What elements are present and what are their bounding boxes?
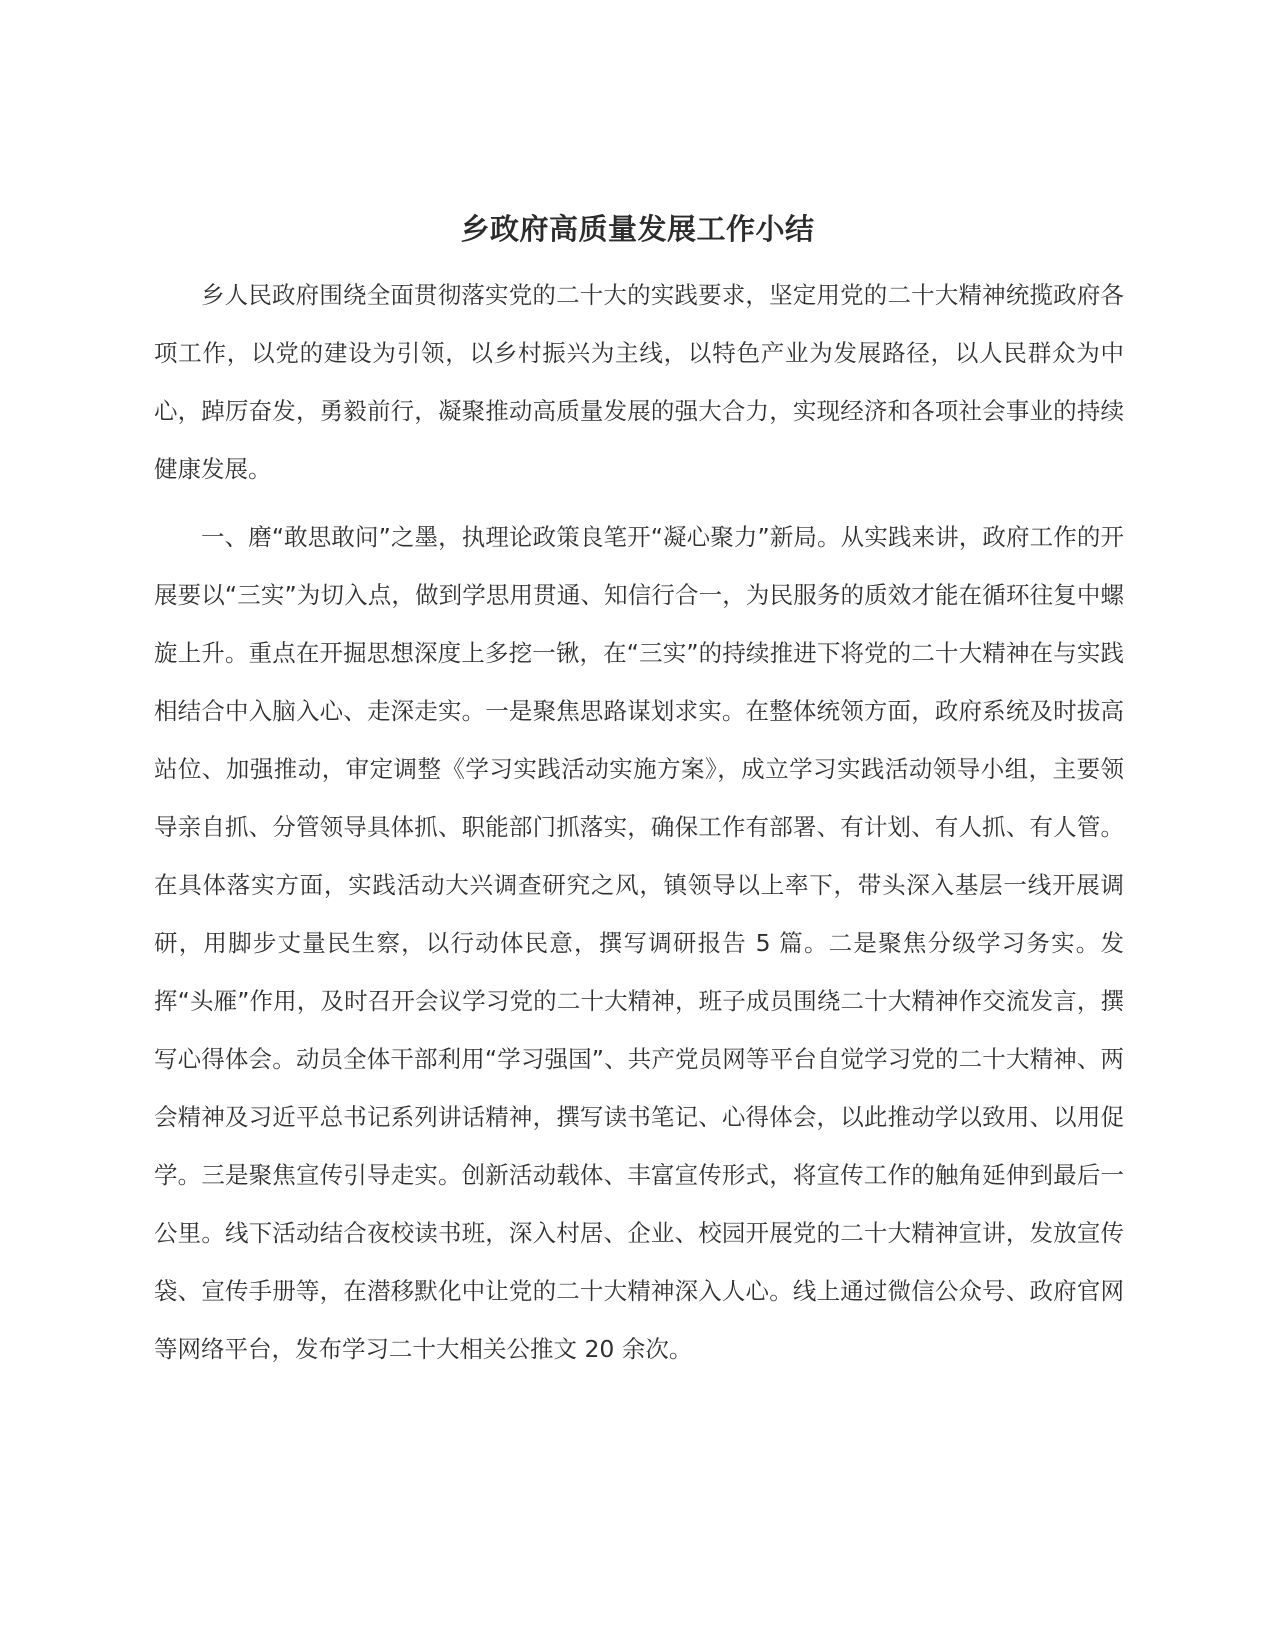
- section-one-paragraph: 一、磨“敢思敢问”之墨，执理论政策良笔开“凝心聚力”新局。从实践来讲，政府工作的开展要以“三实”为切入点，做到学思用贯通、知信行合一，为民服务的质效才能在循环往复中螺旋上升。重点在开掘思想深度上多挖一锹，在“三实”的持续推进下将党的二十大精神在与实践相结合中入脑入心、走深走实。一是聚焦思路谋划求实。在整体统领方面，政府系统及时拔高站位、加强推动，审定调整《学习实践活动实施方案》，成立学习实践活动领导小组，主要领导亲自抓、分管领导具体抓、职能部门抓落实，确保工作有部署、有计划、有人抓、有人管。在具体落实方面，实践活动大兴调查研究之风，镇领导以上率下，带头深入基层一线开展调研，用脚步丈量民生察，以行动体民意，撰写调研报告 5 篇。二是聚焦分级学习务实。发挥“头雁”作用，及时召开会议学习党的二十大精神，班子成员围绕二十大精神作交流发言，撰写心得体会。动员全体干部利用“学习强国”、共产党员网等平台自觉学习党的二十大精神、两会精神及习近平总书记系列讲话精神，撰写读书笔记、心得体会，以此推动学以致用、以用促学。三是聚焦宣传引导走实。创新活动载体、丰富宣传形式，将宣传工作的触角延伸到最后一公里。线下活动结合夜校读书班，深入村居、企业、校园开展党的二十大精神宣讲，发放宣传袋、宣传手册等，在潜移默化中让党的二十大精神深入人心。线上通过微信公众号、政府官网等网络平台，发布学习二十大相关公推文 20 余次。: [154, 523, 1124, 1363]
- intro-paragraph: 乡人民政府围绕全面贯彻落实党的二十大的实践要求，坚定用党的二十大精神统揽政府各项工作，以党的建设为引领，以乡村振兴为主线，以特色产业为发展路径，以人民群众为中心，踔厉奋发，勇毅前行，凝聚推动高质量发展的强大合力，实现经济和各项社会事业的持续健康发展。: [154, 281, 1124, 483]
- document-title: 乡政府高质量发展工作小结: [460, 212, 815, 247]
- document-body: [154, 266, 1124, 1378]
